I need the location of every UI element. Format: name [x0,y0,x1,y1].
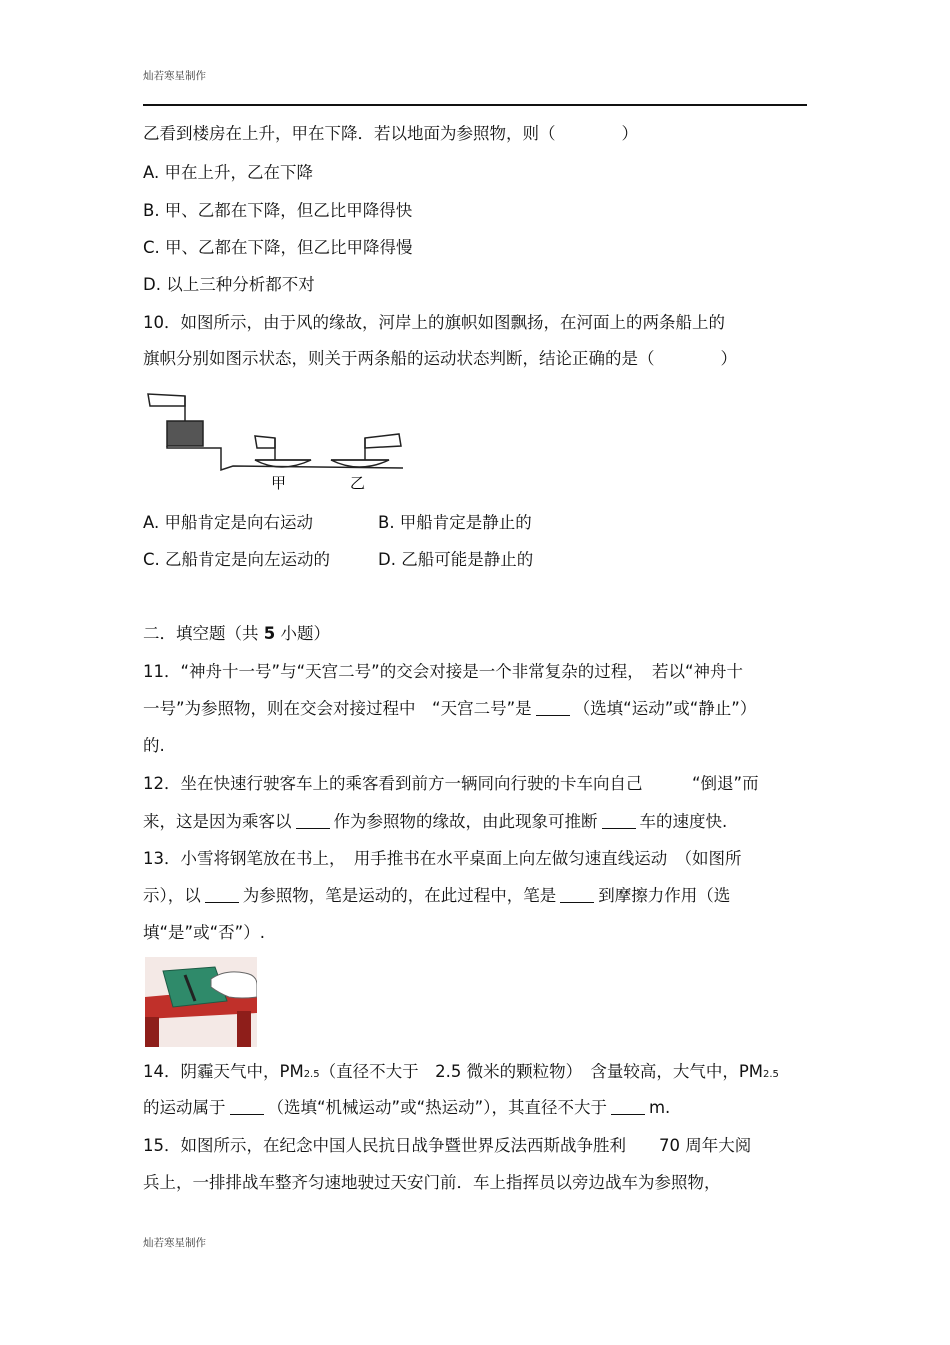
q12-line2: 来，这是因为乘客以 作为参照物的缘故，由此现象可推断 车的速度快. [143,812,728,831]
q13-line1: 13．小雪将钢笔放在书上， 用手推书在水平桌面上向左做匀速直线运动 （如图所 [143,849,742,868]
answer-blank[interactable] [611,1098,645,1115]
q10-option-a: A. 甲船肯定是向右运动 [143,513,313,532]
q11-line3: 的. [143,736,165,755]
q13-book-pen-figure [145,957,257,1047]
answer-blank[interactable] [536,699,570,716]
page-footer: 灿若寒星制作 [143,1237,206,1249]
table-leg-left [145,1017,159,1047]
boat-jia-flag [255,436,275,448]
shore-building [167,421,203,446]
answer-blank[interactable] [296,812,330,829]
header-rule [143,104,807,106]
q13-line3: 填“是”或“否”）. [143,923,265,942]
q15-line2: 兵上，一排排战车整齐匀速地驶过天安门前．车上指挥员以旁边战车为参照物， [143,1173,721,1192]
q11-line1: 11．“神舟十一号”与“天宫二号”的交会对接是一个非常复杂的过程， 若以“神舟十 [143,662,743,681]
q10-option-d: D. 乙船可能是静止的 [378,550,534,569]
q10-option-c: C. 乙船肯定是向左运动的 [143,550,331,569]
q10-stem-line2: 旗帜分别如图示状态，则关于两条船的运动状态判断，结论正确的是（ ） [143,349,737,368]
q9-option-b: B. 甲、乙都在下降，但乙比甲降得快 [143,201,413,220]
boat-yi-label: 乙 [350,474,366,492]
q15-line1: 15．如图所示，在纪念中国人民抗日战争暨世界反法西斯战争胜利 70 周年大阅 [143,1136,752,1155]
q9-stem: 乙看到楼房在上升，甲在下降．若以地面为参照物，则（ ） [143,124,638,143]
answer-blank[interactable] [560,886,594,903]
boat-jia-label: 甲 [271,474,287,492]
q14-line2: 的运动属于 （选填“机械运动”或“热运动”），其直径不大于 m. [143,1098,671,1117]
table-leg-right [237,1011,251,1047]
section-title: 二．填空题（共 5 小题） [143,624,330,643]
q14-line1: 14．阴霾天气中，PM2.5（直径不大于 2.5 微米的颗粒物） 含量较高，大气中，PM2.5 [143,1062,779,1081]
boat-yi-flag [365,434,401,448]
answer-blank[interactable] [230,1098,264,1115]
answer-blank[interactable] [602,812,636,829]
q12-line1: 12．坐在快速行驶客车上的乘客看到前方一辆同向行驶的卡车向自己 “倒退”而 [143,774,759,793]
q11-line2: 一号”为参照物，则在交会对接过程中 “天宫二号”是 （选填“运动”或“静止”） [143,699,757,718]
shore-flag [148,394,185,406]
q9-option-c: C. 甲、乙都在下降，但乙比甲降得慢 [143,238,413,257]
answer-blank[interactable] [205,886,239,903]
q9-option-a: A. 甲在上升，乙在下降 [143,163,313,182]
q9-option-d: D. 以上三种分析都不对 [143,275,315,294]
page-header: 灿若寒星制作 [143,70,206,82]
q10-boats-figure [143,388,413,494]
q10-option-b: B. 甲船肯定是静止的 [378,513,532,532]
q10-stem-line1: 10．如图所示，由于风的缘故，河岸上的旗帜如图飘扬，在河面上的两条船上的 [143,313,725,332]
q13-line2: 示），以 为参照物，笔是运动的，在此过程中，笔是 到摩擦力作用（选 [143,886,731,905]
boat-yi [331,460,389,467]
